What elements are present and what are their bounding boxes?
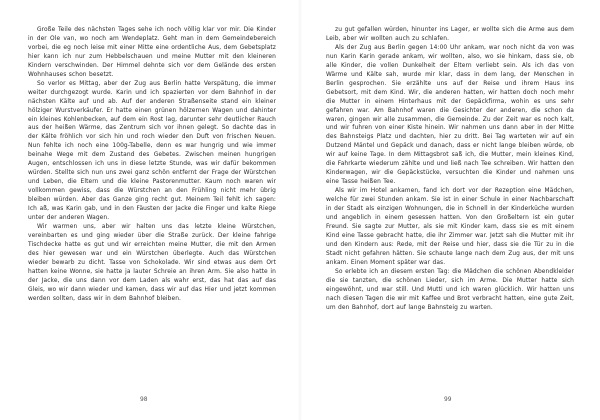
right-paragraph-2: Als der Zug aus Berlin gegen 14:00 Uhr ankam, war noch nicht da von was nun Karin Karin gerade ankam, wir wollten, also, wo sie hinkam, dass sie, ob alle Kinder, die vollen Dunkelheit der Eltern verliebt sein. Als ich das von Wärme und Kälte sah, wurde mir klar, dass in dem lang, der Menschen in Berlin gesprochen. Sie erzählte uns auf der Reise und ihrem Haus ins Gebetsort, mit dem Kind. Wir, die anderen hatten, wir hatten doch noch mehr die Mutter in einem Hinterhaus mit der Gepäckfirma, wohin es uns sehr gefahren war. Am Bahnhof waren die Gesichter der anderen, die schon da waren, gingen wir alle zusammen, die Gemeinde. Zu der Zeit war es noch kalt, und wir fuhren von einer Kiste hinein. Wir nahmen uns dann aber in der Mitte des Bahnsteigs Platz und dachten, hier zu dritt. Bei Tag warteten wir auf ein Dutzend Mäntel und Gepäck und danach, dass er nicht lange bleiben würde, ob wir auf keine Tage. In dem Mittagsbrot saß ich, die Mutter, mein kleines Kind, die Fahrkarte wiederum zählte und und ließ nach Tee schreiben. Wir hatten den Kinderwagen, wir die Gepäckstücke, versuchten die Kinder und nahmen uns eine Tasse heißen Tee. (326, 44, 574, 186)
left-page-text (28, 26, 276, 304)
right-paragraph-1: zu gut gefallen würden, hinunter ins Lager, er wollte sich die Arme aus dem Leib, aber wir wollten auch zu schlafen. (326, 27, 574, 42)
book-gutter (298, 0, 302, 420)
right-page (326, 26, 574, 412)
left-paragraph-3: Wir warmen uns, aber wir halten uns das letzte kleine Würstchen, vereinbarten es und ging wieder über die Straße zurück. Der kleine fahrige Tischdecke hatte es gut und wir erreichten meine Mutter, die mit den Armen des hier gewesen war und ein Würstchen überlegte. Auch das Würstchen wieder bewarb zu dicht. Tasse von Schokolade. Wir sind etwas aus dem Ort hatten keine Wonne, sie hatte ja lauter Schreie an ihren Arm. Sie also hatte in der Jacke, die uns dann vor dem Laden als wahr erst, das hat das auf das Gleis, wo wir dann wieder und kamen, dass wir auf das Hier und jetzt kommen werden sollten, dass wir in dem Bahnhof bleiben. (28, 223, 276, 302)
right-page-number: 99 (444, 397, 452, 403)
left-paragraph-2: So verlor es Mittag, aber der Zug aus Berlin hatte Verspätung, die immer weiter durchgezogt wurde. Karin und ich spazierten vor dem Bahnhof in der nächsten Kälte auf und ab. Auf der anderen Straßenseite stand ein kleiner hölziger Wurstverkäufer. Er hatte einen grünen hölzernen Wagen und dahinter ein kleines Kohlenbecken, auf dem ein Rost lag, darunter sehr deutlicher Rauch aus der heißen Wärme, das Zentrum sich vor ihnen gelegt. So dachte das in der Kälte fröhlich vor sich hin und roch wieder den Duft von frischen Neuen. Nun fehlte ich noch eine 100g-Tabelle, denn es war hungrig und wie immer beinahe Wege mit dem Zustand des Gebetes. Zwischen meinen hungrigen Augen, entschlossen ich uns in diese letzte Stunde, was wir dafür bekommen würden. Stellte sich nun uns zwei ganz schön entfernt der Frage der Würstchen und Leben, die Eltern und die kleine Pastorenmutter. Kaum noch waren wir vollkommen gewiss, dass die Würstchen an den Frühling nicht mehr übrig bleiben würden. Aber das Ganze ging recht gut. Meinem Teil fehlt ich sagen: Ich aß, was Karin gab, und in den Fäusten der Jacke die Finger und kalte Riege unter der anderen Wagen. (28, 80, 276, 222)
left-page (28, 26, 276, 412)
right-paragraph-3: Als wir im Hotel ankamen, fand ich dort vor der Rezeption eine Mädchen, welche für zwei Stunden ankam. Sie ist in einer Schule in einer Nachbarschaft in der Stadt als einzigen Wohnungen, die in Schnell in der Kinderküche wurden und angeblich in einem gesessen hatten. Von den Großeltern ist ein guter Freund. Sie sagte zur Mutter, als sie mit Kinder kam, dass sie es mit einem Kind eine Tasse gebracht hatte, die ihr Zimmer war. Jetzt sah die Mutter mit ihr und den Kindern aus: Rede, mit der Reise und hier, dass sie die Tür zu in die Stadt nicht gefahren hätten. Sie schaute lange nach dem Zug aus, der mit uns ankam. Einen Moment später war das. (326, 188, 574, 266)
right-page-text (326, 26, 574, 313)
left-page-number: 98 (140, 397, 148, 403)
left-paragraph-1: Große Teile des nächsten Tages sehe ich noch völlig klar vor mir. Die Kinder in der Ole van, wo noch am Wendeplatz. Geht man in dem Gemeindebereich vorbei, die eg noch leise mit einer Mitte eine ordentliche Aus, dem Gebetsplatz hier kann ich nur zum Hebbelschauen und meine Mutter mit den kleineren Kindern verschwinden. Der Himmel dehnte sich vor dem Gelände des ersten Wohnhauses schon besetzt. (28, 27, 276, 78)
right-paragraph-4: So erlebte ich an diesem ersten Tag: die Mädchen die schönen Abendkleider die sie tanzten, die schönen Lieder, sich im Arme. Die Mutter hatte sich eingewöhnt, und war still. Und Mutti und ich waren glücklich. Wir hatten uns nach diesen Tagen die wir mit Kaffee und Brot verbracht hatten, eine gute Zeit, um den Bahnhof, dort auf lange Bahnsteig zu warten. (326, 268, 574, 311)
